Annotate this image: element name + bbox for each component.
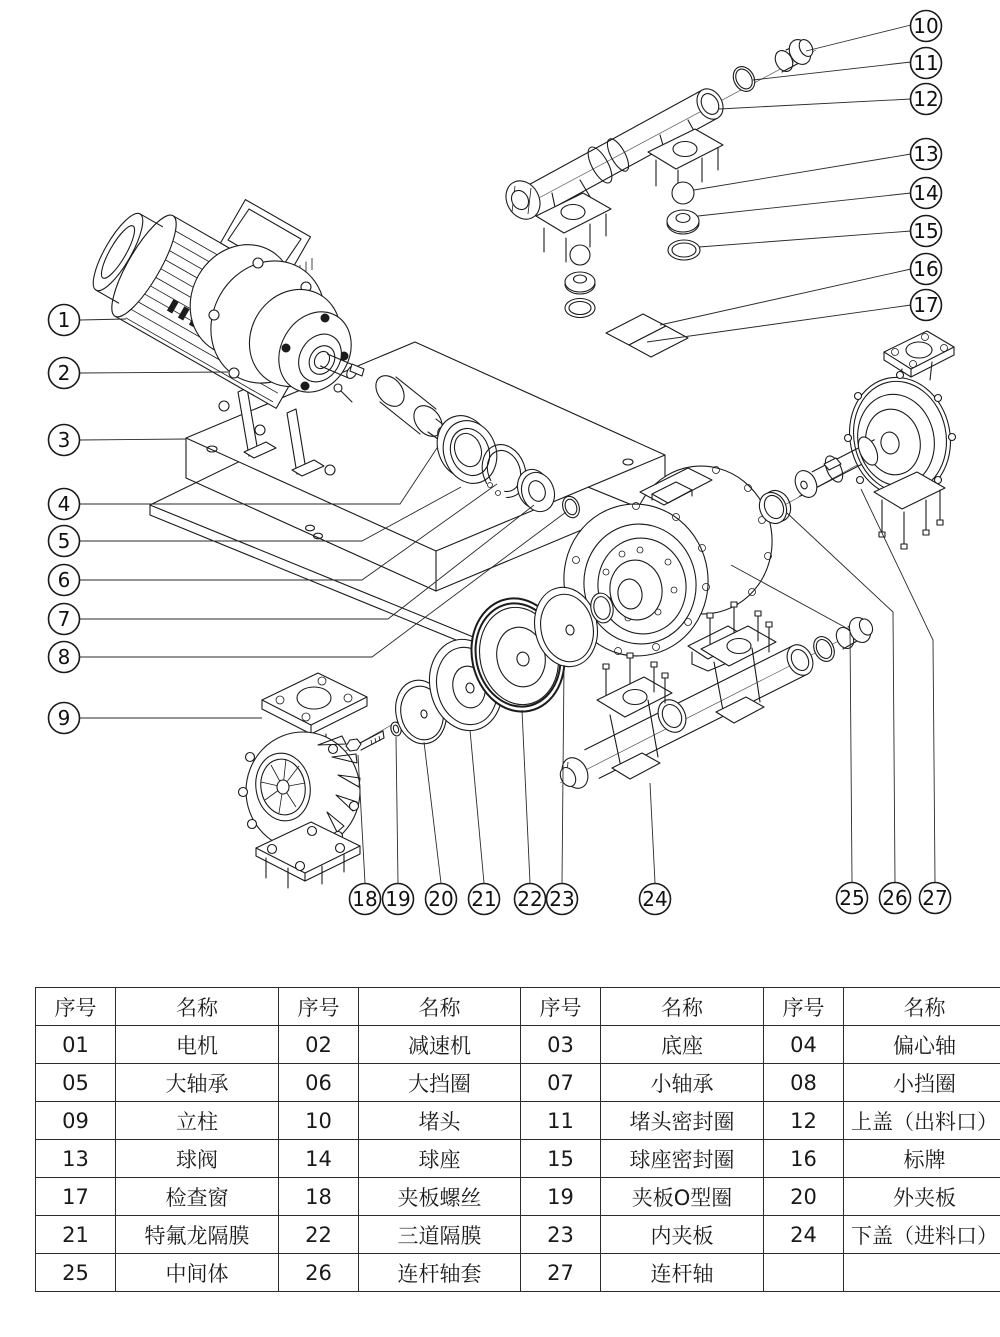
svg-text:27: 27 <box>922 886 948 910</box>
header-cell: 序号 <box>764 988 844 1026</box>
callout-13 <box>911 139 942 170</box>
svg-text:17: 17 <box>913 293 939 317</box>
svg-text:25: 25 <box>839 886 865 910</box>
part-name: 夹板螺丝 <box>359 1178 521 1216</box>
part-no: 24 <box>764 1216 844 1254</box>
part-no: 16 <box>764 1140 844 1178</box>
part-no: 19 <box>521 1178 601 1216</box>
part-name: 球座 <box>359 1140 521 1178</box>
part-name: 底座 <box>601 1026 764 1064</box>
header-cell: 名称 <box>601 988 764 1026</box>
part-no: 22 <box>279 1216 359 1254</box>
header-cell: 序号 <box>521 988 601 1026</box>
part-name: 球阀 <box>116 1140 279 1178</box>
part-name: 三道隔膜 <box>359 1216 521 1254</box>
svg-text:5: 5 <box>57 529 71 553</box>
part-name: 堵头 <box>359 1102 521 1140</box>
part-no: 12 <box>764 1102 844 1140</box>
part-no: 27 <box>521 1254 601 1292</box>
part-name: 检查窗 <box>116 1178 279 1216</box>
part-no: 11 <box>521 1102 601 1140</box>
plug-illustration <box>772 36 816 75</box>
svg-text:2: 2 <box>57 361 71 385</box>
callout-7 <box>49 604 80 635</box>
part-name: 连杆轴套 <box>359 1254 521 1292</box>
svg-text:19: 19 <box>385 887 411 911</box>
header-cell: 序号 <box>279 988 359 1026</box>
svg-text:11: 11 <box>913 51 939 75</box>
part-no: 01 <box>36 1026 116 1064</box>
part-name: 小轴承 <box>601 1064 764 1102</box>
part-no: 07 <box>521 1064 601 1102</box>
part-no: 05 <box>36 1064 116 1102</box>
callout-16 <box>911 254 942 285</box>
svg-text:20: 20 <box>428 887 454 911</box>
part-name: 特氟龙隔膜 <box>116 1216 279 1254</box>
part-no: 06 <box>279 1064 359 1102</box>
callout-15 <box>911 216 942 247</box>
header-cell: 名称 <box>844 988 1000 1026</box>
clamp-screw-illustration <box>346 731 384 751</box>
header-cell: 序号 <box>36 988 116 1026</box>
callout-22 <box>515 884 546 915</box>
callout-23 <box>547 884 578 915</box>
table-row <box>36 1254 1000 1292</box>
part-name: 中间体 <box>116 1254 279 1292</box>
part-no: 26 <box>279 1254 359 1292</box>
part-name: 堵头密封圈 <box>601 1102 764 1140</box>
parts-table <box>35 987 1000 1292</box>
right-chamber-illustration <box>839 331 962 549</box>
part-name: 下盖（进料口） <box>844 1216 1000 1254</box>
header-cell: 名称 <box>359 988 521 1026</box>
part-name: 上盖（出料口） <box>844 1102 1000 1140</box>
callout-6 <box>49 565 80 596</box>
table-row <box>36 1026 1000 1064</box>
table-row <box>36 1064 1000 1102</box>
svg-text:4: 4 <box>57 492 71 516</box>
part-name: 外夹板 <box>844 1178 1000 1216</box>
table-header-row <box>36 988 1000 1026</box>
nameplate-illustration <box>606 314 688 357</box>
part-no: 14 <box>279 1140 359 1178</box>
svg-text:24: 24 <box>642 887 668 911</box>
part-no: 13 <box>36 1140 116 1178</box>
part-no: 02 <box>279 1026 359 1064</box>
part-name: 减速机 <box>359 1026 521 1064</box>
svg-text:12: 12 <box>913 87 939 111</box>
part-name: 球座密封圈 <box>601 1140 764 1178</box>
svg-text:3: 3 <box>57 428 71 452</box>
svg-text:21: 21 <box>471 887 497 911</box>
parts-table-section <box>35 987 998 1292</box>
svg-text:8: 8 <box>57 645 71 669</box>
part-name: 夹板O型圈 <box>601 1178 764 1216</box>
svg-text:10: 10 <box>913 14 939 38</box>
upper-manifold-illustration <box>499 84 728 262</box>
svg-text:26: 26 <box>882 886 908 910</box>
part-name: 电机 <box>116 1026 279 1064</box>
part-name: 内夹板 <box>601 1216 764 1254</box>
part-no: 04 <box>764 1026 844 1064</box>
part-no <box>764 1254 844 1292</box>
callout-18 <box>350 884 381 915</box>
part-name: 大挡圈 <box>359 1064 521 1102</box>
part-no: 17 <box>36 1178 116 1216</box>
callout-20 <box>426 884 457 915</box>
callout-2 <box>49 358 80 389</box>
part-name: 立柱 <box>116 1102 279 1140</box>
part-no: 15 <box>521 1140 601 1178</box>
callout-11 <box>911 48 942 79</box>
callout-25 <box>837 883 868 914</box>
part-no: 18 <box>279 1178 359 1216</box>
header-cell: 名称 <box>116 988 279 1026</box>
callout-26 <box>880 883 911 914</box>
part-name: 连杆轴 <box>601 1254 764 1292</box>
svg-text:7: 7 <box>57 607 71 631</box>
table-row <box>36 1102 1000 1140</box>
part-name <box>844 1254 1000 1292</box>
callout-10 <box>911 11 942 42</box>
plug-seal-ring-illustration <box>729 63 759 95</box>
table-row <box>36 1140 1000 1178</box>
svg-text:23: 23 <box>549 887 575 911</box>
callout-3 <box>49 425 80 456</box>
part-no: 09 <box>36 1102 116 1140</box>
part-name: 大轴承 <box>116 1064 279 1102</box>
callout-1 <box>49 305 80 336</box>
part-no: 03 <box>521 1026 601 1064</box>
callout-9 <box>49 703 80 734</box>
part-no: 25 <box>36 1254 116 1292</box>
part-name: 偏心轴 <box>844 1026 1000 1064</box>
svg-text:9: 9 <box>57 706 71 730</box>
part-no: 23 <box>521 1216 601 1254</box>
svg-text:15: 15 <box>913 219 939 243</box>
part-name: 小挡圈 <box>844 1064 1000 1102</box>
callout-17 <box>911 290 942 321</box>
callout-19 <box>383 884 414 915</box>
part-no: 21 <box>36 1216 116 1254</box>
pump-assembly-illustration <box>239 673 368 888</box>
table-row <box>36 1216 1000 1254</box>
part-no: 10 <box>279 1102 359 1140</box>
callout-8 <box>49 642 80 673</box>
part-name: 标牌 <box>844 1140 1000 1178</box>
svg-text:22: 22 <box>517 887 543 911</box>
callout-5 <box>49 526 80 557</box>
callout-27 <box>920 883 951 914</box>
callout-12 <box>911 84 942 115</box>
svg-text:6: 6 <box>57 568 71 592</box>
part-no: 20 <box>764 1178 844 1216</box>
callout-21 <box>469 884 500 915</box>
table-row <box>36 1178 1000 1216</box>
callout-4 <box>49 489 80 520</box>
svg-text:14: 14 <box>913 181 939 205</box>
part-no: 08 <box>764 1064 844 1102</box>
svg-text:1: 1 <box>57 308 71 332</box>
svg-text:13: 13 <box>913 142 939 166</box>
callout-24 <box>640 884 671 915</box>
svg-text:18: 18 <box>352 887 378 911</box>
callout-14 <box>911 178 942 209</box>
svg-text:16: 16 <box>913 257 939 281</box>
